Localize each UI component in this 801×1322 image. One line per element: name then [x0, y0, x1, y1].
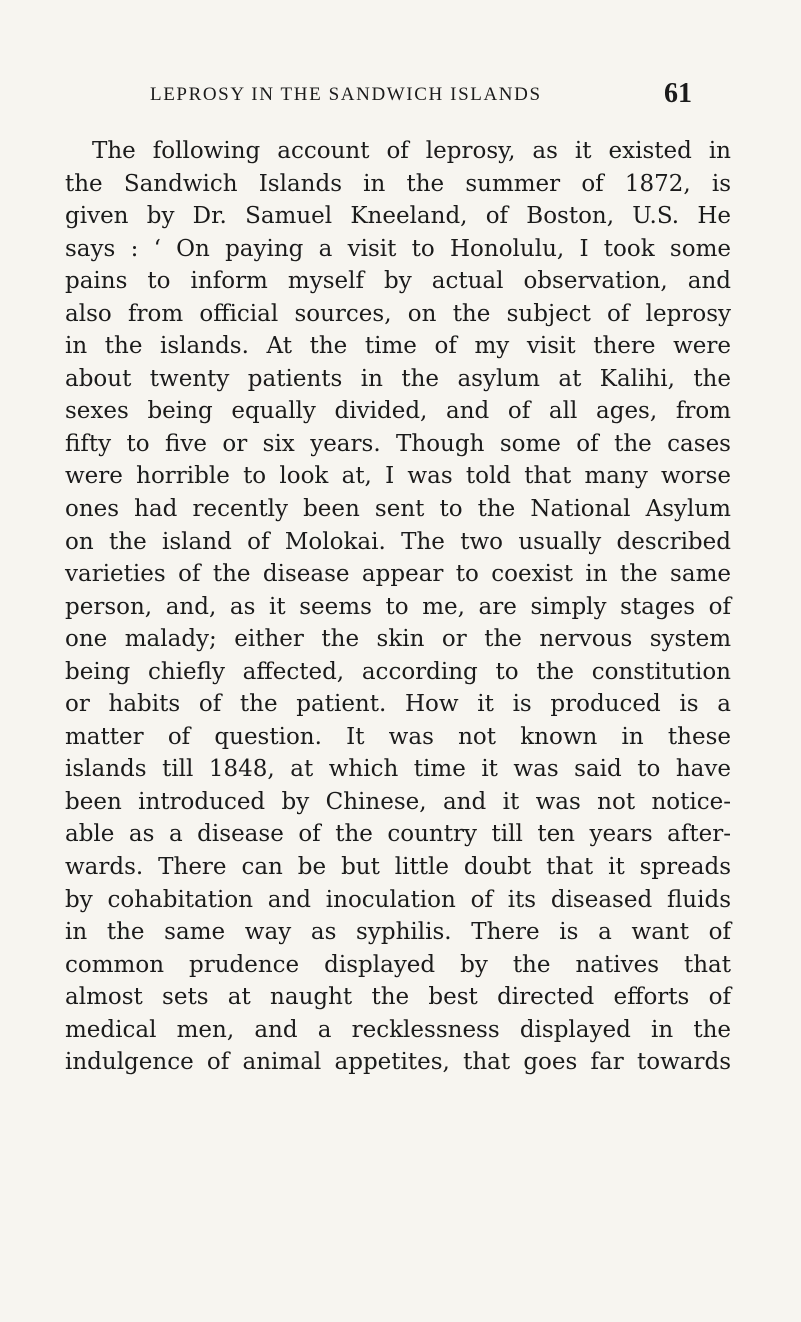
text-line: medical men, and a recklessness displayed in the	[65, 1016, 731, 1043]
text-line: been introduced by Chinese, and it was not notice-	[65, 788, 731, 815]
text-line: able as a disease of the country till ten years after-	[65, 821, 731, 848]
text-line: almost sets at naught the best directed efforts of	[65, 984, 731, 1011]
text-line: wards. There can be but little doubt that it spreads	[65, 854, 731, 881]
text-line: about twenty patients in the asylum at Kalihi, the	[65, 365, 731, 392]
text-line: in the islands. At the time of my visit there were	[65, 333, 731, 360]
text-line: ones had recently been sent to the National Asylum	[65, 496, 731, 523]
text-line: sexes being equally divided, and of all ages, from	[65, 398, 731, 425]
text-line: one malady; either the skin or the nervous system	[65, 626, 731, 653]
text-line: The following account of leprosy, as it existed in	[92, 138, 731, 164]
text-line: or habits of the patient. How it is produced is a	[65, 691, 731, 718]
running-head: LEPROSY IN THE SANDWICH ISLANDS	[150, 84, 542, 105]
text-line: the Sandwich Islands in the summer of 1872, is	[65, 170, 731, 197]
text-line: person, and, as it seems to me, are simply stages of	[65, 593, 731, 620]
text-line: were horrible to look at, I was told that many worse	[65, 463, 731, 490]
page-number: 61	[664, 78, 692, 109]
text-line: also from official sources, on the subject of leprosy	[65, 300, 731, 327]
text-line: varieties of the disease appear to coexist in the same	[65, 561, 731, 588]
text-line: common prudence displayed by the natives that	[65, 951, 731, 978]
text-line: pains to inform myself by actual observation, and	[65, 268, 731, 295]
text-line: given by Dr. Samuel Kneeland, of Boston, U.S. He	[65, 203, 731, 230]
text-line: by cohabitation and inoculation of its diseased fluids	[65, 886, 731, 913]
text-line: indulgence of animal appetites, that goes far towards	[65, 1049, 731, 1076]
text-line: in the same way as syphilis. There is a want of	[65, 919, 731, 946]
text-line: on the island of Molokai. The two usually described	[65, 528, 731, 555]
text-line: matter of question. It was not known in these	[65, 723, 731, 750]
text-line: islands till 1848, at which time it was said to have	[65, 756, 731, 783]
text-line: being chiefly affected, according to the constitution	[65, 658, 731, 685]
body-paragraph	[65, 135, 731, 1079]
text-line: says : ‘ On paying a visit to Honolulu, I took some	[65, 235, 731, 262]
text-line: fifty to five or six years. Though some of the cases	[65, 430, 731, 457]
